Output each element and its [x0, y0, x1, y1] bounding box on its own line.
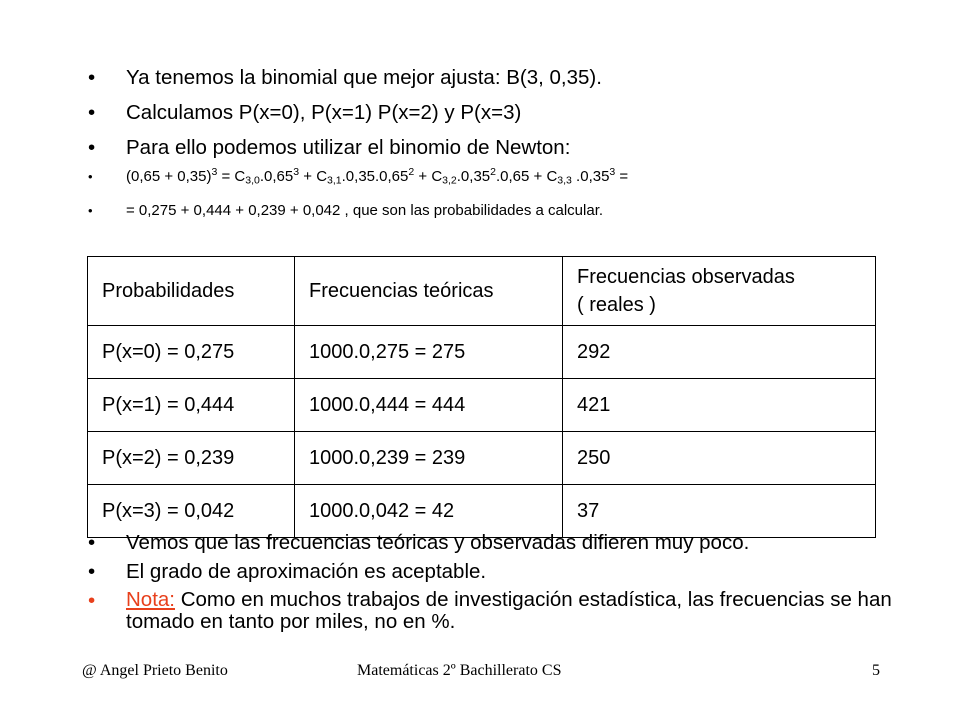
bullet-dot: •: [88, 136, 96, 159]
header-cell: Frecuencias teóricas: [295, 257, 563, 326]
table-cell: 1000.0,042 = 42: [295, 485, 563, 538]
bullet-dot: •: [88, 589, 96, 612]
table-cell: 1000.0,275 = 275: [295, 326, 563, 379]
newton-formula: $(0,65 + 0,35)^3 = C_{3,0}.0,65^3 + C_{3,1}.0,35.0,65^2 + C_{3,2}.0,35^2.0,65 + C_{3,3}$ $.0,35^3$ =: [126, 166, 629, 187]
table-cell: P(x=3) = 0,042: [88, 485, 295, 538]
bullet-text: Vemos que las frecuencias teóricas y observadas difieren muy poco.: [126, 531, 750, 554]
table-row: [88, 432, 876, 485]
table-cell: 250: [563, 432, 876, 485]
table-cell: P(x=1) = 0,444: [88, 379, 295, 432]
table-row: [88, 485, 876, 538]
table-header-row: [88, 257, 876, 326]
bullet-dot: •: [88, 66, 96, 89]
frequency-table: [87, 256, 876, 538]
footer-page-number: 5: [872, 662, 880, 679]
header-cell: Probabilidades: [88, 257, 295, 326]
table-cell: 1000.0,444 = 444: [295, 379, 563, 432]
bullet-dot: •: [88, 101, 96, 124]
table-cell: P(x=0) = 0,275: [88, 326, 295, 379]
bullet-text: El grado de aproximación es aceptable.: [126, 560, 487, 583]
bullet-dot: •: [88, 531, 96, 554]
note-label: Nota:: [126, 588, 175, 611]
table-cell: P(x=2) = 0,239: [88, 432, 295, 485]
bullet-dot: •: [88, 203, 93, 218]
result-line: = 0,275 + 0,444 + 0,239 + 0,042 , que son las probabilidades a calcular.: [126, 202, 604, 219]
table-cell: 421: [563, 379, 876, 432]
header-cell: Frecuencias observadas ( reales ): [563, 257, 876, 326]
bullet-text: Ya tenemos la binomial que mejor ajusta: B(3, 0,35).: [126, 66, 602, 89]
table-cell: 292: [563, 326, 876, 379]
bullet-text: Calculamos P(x=0), P(x=1) P(x=2) y P(x=3): [126, 101, 522, 124]
table-cell: 1000.0,239 = 239: [295, 432, 563, 485]
table-row: [88, 379, 876, 432]
bullet-dot: •: [88, 169, 93, 184]
footer-author: @ Angel Prieto Benito: [82, 662, 228, 679]
table-row: [88, 326, 876, 379]
bullet-text: Para ello podemos utilizar el binomio de Newton:: [126, 136, 571, 159]
bullet-dot: •: [88, 560, 96, 583]
note-text: Nota: Como en muchos trabajos de investigación estadística, las frecuencias se han tomado en tanto por miles, no en %.: [126, 588, 892, 633]
table-cell: 37: [563, 485, 876, 538]
footer-course: Matemáticas 2º Bachillerato CS: [357, 662, 562, 679]
